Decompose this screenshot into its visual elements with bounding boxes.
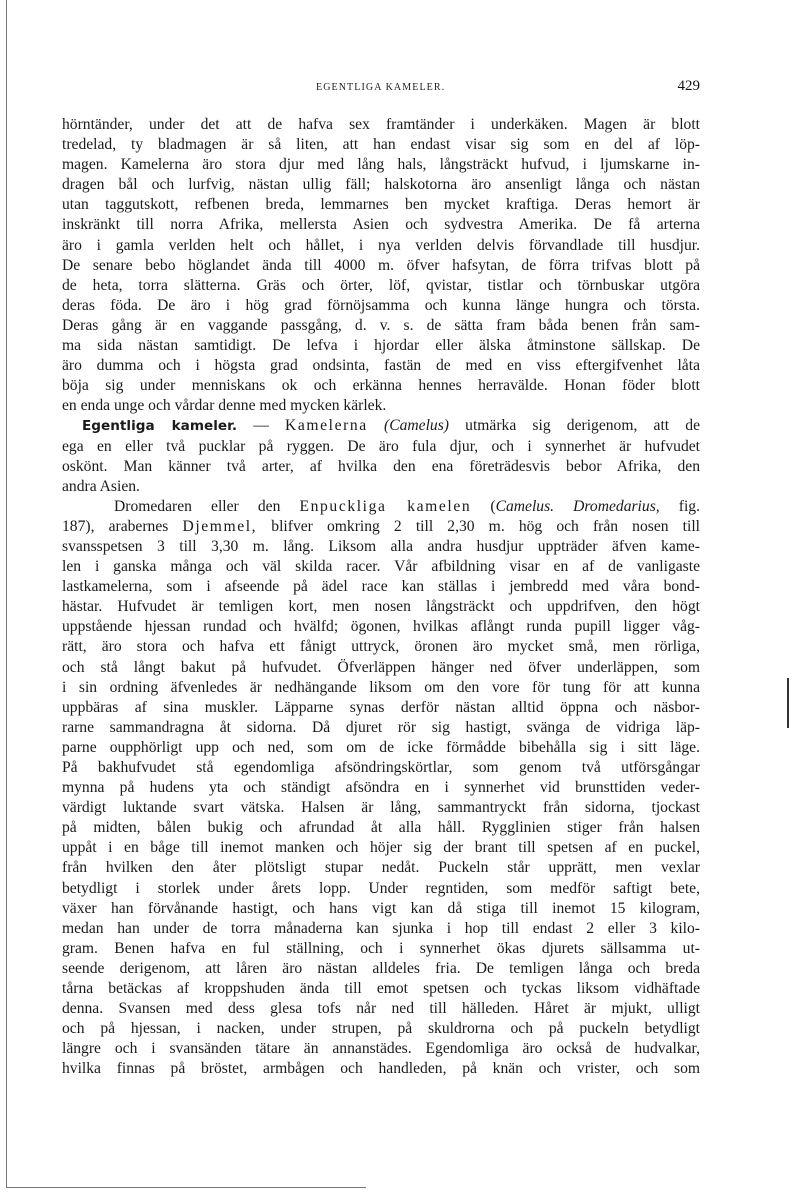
spaced-term: Enpuckliga kamelen: [299, 497, 472, 515]
text-line: Deras gång är en vaggande passgång, d. v. s. de sätta fram båda benen från sam-: [62, 316, 700, 334]
text-line: tårna betäckas af kroppshuden ända till emot spetsen och tyckas liksom vidhäftade: [62, 980, 700, 998]
text-line: uppåt i en båge till inemot manken och höjer sig der brant till spetsen af en puckel,: [62, 839, 700, 857]
text-line: mynna på hudens yta och ständigt afsöndra en i synnerhet vid brunsttiden veder-: [62, 779, 700, 797]
page-number: 429: [677, 78, 700, 94]
text-line: värdigt luktande svart vätska. Halsen är lång, sammantryckt från sidorna, tjockast: [62, 799, 700, 817]
text-line: utan taggutskott, refbenen breda, lemmarnes ben mycket kraftiga. Deras hemort är: [62, 196, 700, 214]
running-head: [0, 78, 792, 98]
scan-margin-mark: [787, 678, 789, 728]
text-line: oskönt. Man känner två arter, af hvilka den ena företrädesvis bebor Afrika, den: [62, 457, 700, 475]
text-line: rätt, äro stora och hafva ett fånigt uttryck, öronen äro mycket små, men rörliga,: [62, 638, 700, 656]
text-line: andra Asien.: [62, 477, 140, 495]
text-line: magen. Kamelerna äro stora djur med lång hals, långsträckt hufvud, i ljumskarne in-: [62, 156, 700, 174]
text-line: och på hjessan, i nacken, under strupen, på skuldrorna och på puckeln betydligt: [62, 1020, 700, 1038]
spaced-term: Djemmel,: [182, 517, 258, 535]
text-line: en enda unge och vårdar denne med mycken kärlek.: [62, 397, 387, 415]
text-line: från hvilken den åter plötsligt stupar nedåt. Puckeln står upprätt, men vexlar: [62, 859, 700, 877]
spaced-term: Kamelerna: [285, 417, 368, 435]
text-line: växer han förvånande hastigt, och hans vigt kan då stiga till inemot 15 kilogram,: [62, 899, 700, 917]
text-line: äro dumma och i högsta grad ondsinta, fastän de med en viss eftergifvenhet låta: [62, 357, 700, 375]
text-line: och stå långt bakut på hufvudet. Öfverläppen hänger ned öfver underläppen, som: [62, 658, 700, 676]
text-line: parne oupphörligt upp och ned, som om de icke förmådde bibehålla sig i sitt läge.: [62, 738, 700, 756]
text-line: gram. Benen hafva en ful ställning, och i synnerhet ökas djurets sällsamma ut-: [62, 939, 700, 957]
text-line: de heta, torra slätterna. Gräs och örter, löf, qvistar, tistlar och törnbuskar utgöra: [62, 276, 700, 294]
text-line: rarne sammandragna åt sidorna. Då djuret rör sig hastigt, svänga de vidriga läp-: [62, 718, 700, 736]
text-line: äro i gamla verlden helt och hållet, i nya verlden delvis förvandlade till husdjur.: [62, 236, 700, 254]
text-line: betydligt i storlek under årets lopp. Under regntiden, som medför saftigt bete,: [62, 879, 700, 897]
text-line: uppstående hjessan rundad och hvälfd; ögonen, hvilkas aflångt runda pupill ligger våg-: [62, 618, 700, 636]
text-line: medan han under de torra månaderna kan sjunka i hop till endast 2 eller 3 kilo-: [62, 919, 700, 937]
text-fragment: utmärka sig derigenom, att de: [448, 417, 701, 435]
text-line: tredelad, ty bladmagen är så liten, att han endast visar sig som en del af löp-: [62, 136, 700, 154]
heading-dash: —: [237, 417, 286, 435]
text-line: lastkamelerna, som i afseende på ädel race kan ställas i jembredd med våra bond-: [62, 578, 700, 596]
text-line: uppbäras af sina muskler. Läpparne synas derför nästan alltid öppna och näsbor-: [62, 698, 700, 716]
text-line: inskränkt till norra Afrika, mellersta Asien och sydvestra Amerika. De få arterna: [62, 216, 700, 234]
text-line: [62, 517, 700, 537]
text-line: ma sida nästan samtidigt. De lefva i hjordar eller älska åtminstone sällskap. De: [62, 337, 700, 355]
text-line: hörntänder, under det att de hafva sex framtänder i underkäken. Magen är blott: [62, 116, 700, 133]
text-line: De senare bebo höglandet ända till 4000 m. öfver hafsytan, de förra trifvas blott på: [62, 256, 700, 274]
scan-edge-bottom: [6, 1187, 366, 1188]
text-line: på midten, bålen bukig och afrundad åt alla håll. Rygglinien stiger från halsen: [62, 819, 700, 837]
text-line: len i ganska många och väl skilda racer. Vår afbildning visar en af de vanligaste: [62, 558, 700, 576]
text-fragment: fig.: [659, 497, 701, 515]
text-line: På bakhufvudet stå egendomliga afsöndringskörtlar, som genom två utförsgångar: [62, 759, 700, 776]
body-text: [62, 115, 700, 1080]
text-fragment: 187), arabernes: [62, 517, 183, 535]
text-space: [368, 417, 384, 434]
text-line: hvilka finnas på bröstet, armbågen och handleden, på knän och vrister, och som: [62, 1060, 700, 1078]
latin-name: (Camelus): [384, 417, 449, 435]
text-line: i sin ordning äfvenledes är nedhängande liksom om den vore för tung för att kunna: [62, 678, 700, 696]
text-line: seende derigenom, att låren äro nästan alldeles fria. De temligen långa och breda: [62, 959, 700, 977]
scan-edge-left: [6, 0, 7, 1188]
running-title: EGENTLIGA KAMELER.: [316, 82, 446, 93]
section-heading: Egentliga kameler.: [82, 418, 238, 435]
latin-name: Camelus. Dromedarius,: [495, 497, 660, 515]
section-heading-line: [62, 416, 700, 436]
paragraph-start-line: [62, 497, 700, 517]
text-fragment: (: [471, 497, 496, 515]
text-line: hästar. Hufvudet är temligen kort, men nosen långsträckt och uppdrifven, den högt: [62, 598, 700, 616]
text-line: ega en eller två pucklar på ryggen. De äro fula djur, och i synnerhet är hufvudet: [62, 437, 700, 455]
text-line: svansspetsen 3 till 3,30 m. lång. Liksom alla andra husdjur uppträder äfven kame-: [62, 537, 700, 555]
text-line: längre och i svansänden tätare än annanstädes. Egendomliga äro också de hudvalkar,: [62, 1040, 700, 1058]
text-fragment: blifver omkring 2 till 2,30 m. hög och från nosen till: [257, 517, 700, 535]
text-line: deras föda. De äro i hög grad förnöjsamma och kunna länge hungra och törsta.: [62, 296, 700, 314]
text-line: denna. Svansen med dess glesa tofs når ned till hälleden. Håret är mjukt, ulligt: [62, 1000, 700, 1018]
text-fragment: Dromedaren eller den: [114, 497, 300, 515]
text-line: dragen bål och lurfvig, nästan ullig fäll; halskotorna äro ansenligt långa och nästan: [62, 176, 700, 194]
text-line: böja sig under menniskans ok och erkänna hennes herravälde. Honan föder blott: [62, 377, 700, 395]
